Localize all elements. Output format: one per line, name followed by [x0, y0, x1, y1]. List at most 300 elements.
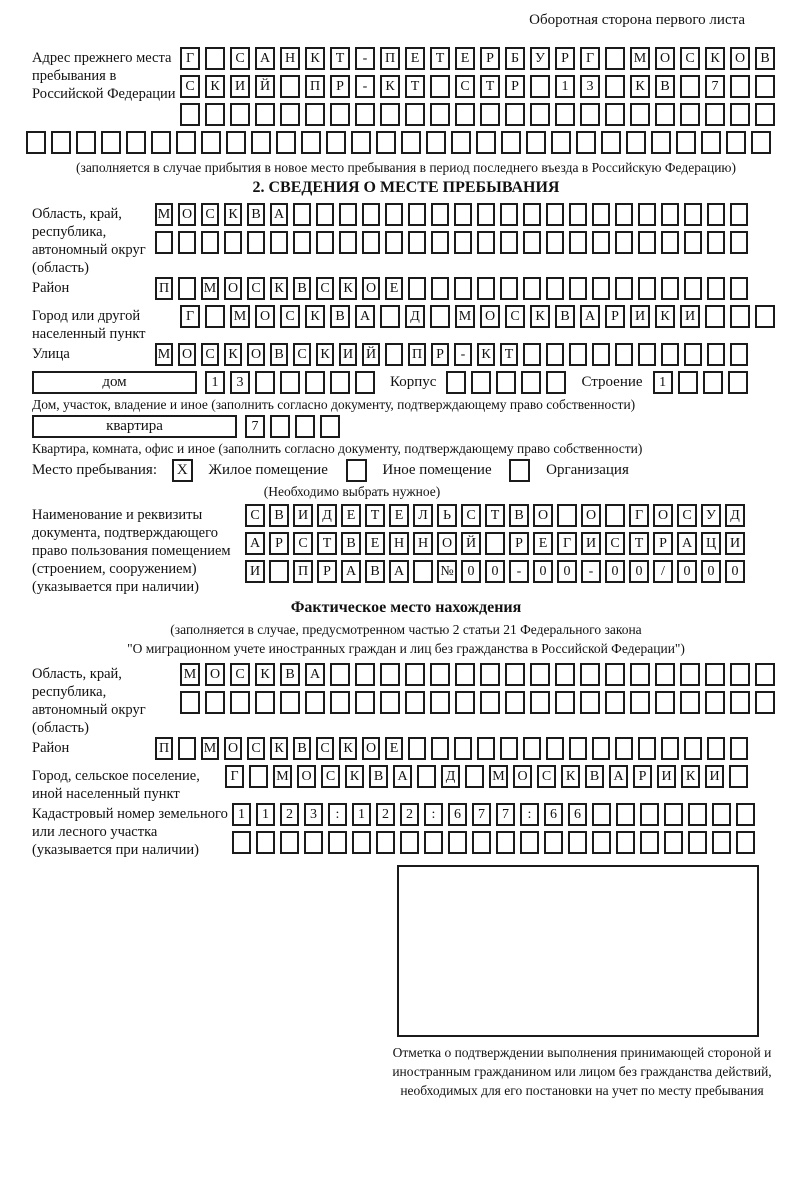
- form-cell[interactable]: [526, 131, 546, 154]
- form-cell[interactable]: [638, 737, 656, 760]
- form-cell[interactable]: [684, 203, 702, 226]
- form-cell[interactable]: С: [321, 765, 340, 788]
- form-cell[interactable]: 0: [461, 560, 481, 583]
- form-cell[interactable]: В: [280, 663, 300, 686]
- form-cell[interactable]: [505, 103, 525, 126]
- form-cell[interactable]: [655, 103, 675, 126]
- form-cell[interactable]: С: [677, 504, 697, 527]
- form-cell[interactable]: [684, 277, 702, 300]
- form-cell[interactable]: О: [247, 343, 265, 366]
- form-cell[interactable]: 3: [230, 371, 250, 394]
- form-cell[interactable]: [355, 663, 375, 686]
- form-cell[interactable]: [661, 737, 679, 760]
- form-cell[interactable]: 0: [605, 560, 625, 583]
- form-cell[interactable]: [605, 47, 625, 70]
- form-cell[interactable]: П: [380, 47, 400, 70]
- form-cell[interactable]: И: [630, 305, 650, 328]
- form-cell[interactable]: И: [705, 765, 724, 788]
- form-cell[interactable]: [426, 131, 446, 154]
- form-cell[interactable]: [180, 103, 200, 126]
- form-cell[interactable]: Д: [725, 504, 745, 527]
- form-cell[interactable]: [530, 103, 550, 126]
- form-cell[interactable]: [496, 371, 516, 394]
- form-cell[interactable]: И: [725, 532, 745, 555]
- form-cell[interactable]: [576, 131, 596, 154]
- form-cell[interactable]: А: [245, 532, 265, 555]
- form-cell[interactable]: [380, 691, 400, 714]
- form-cell[interactable]: И: [339, 343, 357, 366]
- form-cell[interactable]: К: [339, 737, 357, 760]
- form-cell[interactable]: М: [630, 47, 650, 70]
- form-cell[interactable]: Г: [580, 47, 600, 70]
- form-cell[interactable]: В: [369, 765, 388, 788]
- form-cell[interactable]: [755, 691, 775, 714]
- form-cell[interactable]: Т: [405, 75, 425, 98]
- form-cell[interactable]: [664, 831, 683, 854]
- form-cell[interactable]: [454, 203, 472, 226]
- form-cell[interactable]: А: [255, 47, 275, 70]
- form-cell[interactable]: 7: [496, 803, 515, 826]
- form-cell[interactable]: [688, 803, 707, 826]
- form-cell[interactable]: [546, 343, 564, 366]
- form-cell[interactable]: М: [155, 343, 173, 366]
- form-cell[interactable]: [424, 831, 443, 854]
- form-cell[interactable]: А: [355, 305, 375, 328]
- form-cell[interactable]: [76, 131, 96, 154]
- form-cell[interactable]: Е: [385, 737, 403, 760]
- form-cell[interactable]: [580, 663, 600, 686]
- residential-checkbox[interactable]: X: [172, 459, 193, 482]
- form-cell[interactable]: М: [180, 663, 200, 686]
- form-cell[interactable]: Г: [557, 532, 577, 555]
- form-cell[interactable]: [661, 203, 679, 226]
- form-cell[interactable]: [530, 75, 550, 98]
- form-cell[interactable]: К: [477, 343, 495, 366]
- form-cell[interactable]: 7: [245, 415, 265, 438]
- form-cell[interactable]: 7: [472, 803, 491, 826]
- form-cell[interactable]: [661, 277, 679, 300]
- form-cell[interactable]: [355, 103, 375, 126]
- form-cell[interactable]: Л: [413, 504, 433, 527]
- form-cell[interactable]: [270, 231, 288, 254]
- form-cell[interactable]: [546, 231, 564, 254]
- form-cell[interactable]: [523, 277, 541, 300]
- form-cell[interactable]: В: [293, 277, 311, 300]
- form-cell[interactable]: [465, 765, 484, 788]
- form-cell[interactable]: [664, 803, 683, 826]
- form-cell[interactable]: О: [362, 737, 380, 760]
- form-cell[interactable]: [408, 737, 426, 760]
- form-cell[interactable]: 0: [557, 560, 577, 583]
- form-cell[interactable]: К: [339, 277, 357, 300]
- form-cell[interactable]: [330, 103, 350, 126]
- form-cell[interactable]: С: [247, 277, 265, 300]
- form-cell[interactable]: [224, 231, 242, 254]
- form-cell[interactable]: [592, 343, 610, 366]
- form-cell[interactable]: [51, 131, 71, 154]
- form-cell[interactable]: [326, 131, 346, 154]
- form-cell[interactable]: [523, 343, 541, 366]
- form-cell[interactable]: И: [245, 560, 265, 583]
- form-cell[interactable]: [615, 737, 633, 760]
- form-cell[interactable]: 0: [677, 560, 697, 583]
- form-cell[interactable]: В: [247, 203, 265, 226]
- form-cell[interactable]: [501, 131, 521, 154]
- form-cell[interactable]: 1: [555, 75, 575, 98]
- form-cell[interactable]: О: [362, 277, 380, 300]
- form-cell[interactable]: К: [224, 203, 242, 226]
- form-cell[interactable]: [328, 831, 347, 854]
- form-cell[interactable]: Р: [269, 532, 289, 555]
- form-cell[interactable]: [605, 75, 625, 98]
- form-cell[interactable]: [232, 831, 251, 854]
- form-cell[interactable]: К: [345, 765, 364, 788]
- form-cell[interactable]: [707, 737, 725, 760]
- form-cell[interactable]: [477, 277, 495, 300]
- form-cell[interactable]: [280, 371, 300, 394]
- form-cell[interactable]: [316, 203, 334, 226]
- form-cell[interactable]: 1: [653, 371, 673, 394]
- form-cell[interactable]: [408, 277, 426, 300]
- form-cell[interactable]: Й: [362, 343, 380, 366]
- form-cell[interactable]: Н: [280, 47, 300, 70]
- form-cell[interactable]: [505, 663, 525, 686]
- form-cell[interactable]: Д: [441, 765, 460, 788]
- form-cell[interactable]: [684, 343, 702, 366]
- form-cell[interactable]: [523, 231, 541, 254]
- form-cell[interactable]: [126, 131, 146, 154]
- other-premises-checkbox[interactable]: [346, 459, 367, 482]
- form-cell[interactable]: [555, 691, 575, 714]
- form-cell[interactable]: [615, 203, 633, 226]
- form-cell[interactable]: Т: [317, 532, 337, 555]
- form-cell[interactable]: 2: [280, 803, 299, 826]
- form-cell[interactable]: П: [155, 737, 173, 760]
- form-cell[interactable]: [601, 131, 621, 154]
- form-cell[interactable]: М: [489, 765, 508, 788]
- form-cell[interactable]: А: [677, 532, 697, 555]
- form-cell[interactable]: [626, 131, 646, 154]
- form-cell[interactable]: С: [316, 277, 334, 300]
- form-cell[interactable]: [655, 663, 675, 686]
- form-cell[interactable]: [431, 737, 449, 760]
- form-cell[interactable]: [455, 691, 475, 714]
- form-cell[interactable]: С: [680, 47, 700, 70]
- form-cell[interactable]: [592, 203, 610, 226]
- form-cell[interactable]: [205, 103, 225, 126]
- form-cell[interactable]: [546, 371, 566, 394]
- form-cell[interactable]: -: [509, 560, 529, 583]
- form-cell[interactable]: Ь: [437, 504, 457, 527]
- form-cell[interactable]: [730, 305, 750, 328]
- form-cell[interactable]: [500, 203, 518, 226]
- form-cell[interactable]: И: [230, 75, 250, 98]
- form-cell[interactable]: [661, 343, 679, 366]
- form-cell[interactable]: [249, 765, 268, 788]
- form-cell[interactable]: 0: [629, 560, 649, 583]
- form-cell[interactable]: С: [505, 305, 525, 328]
- form-cell[interactable]: [362, 203, 380, 226]
- form-cell[interactable]: :: [328, 803, 347, 826]
- form-cell[interactable]: [280, 831, 299, 854]
- form-cell[interactable]: Т: [629, 532, 649, 555]
- form-cell[interactable]: [351, 131, 371, 154]
- form-cell[interactable]: Е: [405, 47, 425, 70]
- form-cell[interactable]: [476, 131, 496, 154]
- form-cell[interactable]: Р: [431, 343, 449, 366]
- form-cell[interactable]: [330, 371, 350, 394]
- form-cell[interactable]: Р: [317, 560, 337, 583]
- form-cell[interactable]: [430, 103, 450, 126]
- form-cell[interactable]: [178, 277, 196, 300]
- form-cell[interactable]: :: [424, 803, 443, 826]
- form-cell[interactable]: К: [255, 663, 275, 686]
- form-cell[interactable]: Г: [180, 305, 200, 328]
- form-cell[interactable]: К: [270, 277, 288, 300]
- form-cell[interactable]: К: [561, 765, 580, 788]
- form-cell[interactable]: П: [155, 277, 173, 300]
- form-cell[interactable]: [151, 131, 171, 154]
- form-cell[interactable]: 6: [448, 803, 467, 826]
- form-cell[interactable]: [477, 203, 495, 226]
- form-cell[interactable]: [380, 305, 400, 328]
- form-cell[interactable]: В: [509, 504, 529, 527]
- form-cell[interactable]: Р: [653, 532, 673, 555]
- form-cell[interactable]: [520, 831, 539, 854]
- form-cell[interactable]: 6: [568, 803, 587, 826]
- form-cell[interactable]: В: [555, 305, 575, 328]
- form-cell[interactable]: С: [230, 663, 250, 686]
- form-cell[interactable]: [451, 131, 471, 154]
- form-cell[interactable]: С: [455, 75, 475, 98]
- form-cell[interactable]: О: [437, 532, 457, 555]
- form-cell[interactable]: [155, 231, 173, 254]
- form-cell[interactable]: -: [581, 560, 601, 583]
- form-cell[interactable]: О: [581, 504, 601, 527]
- form-cell[interactable]: [280, 75, 300, 98]
- form-cell[interactable]: [678, 371, 698, 394]
- form-cell[interactable]: [205, 305, 225, 328]
- form-cell[interactable]: Р: [633, 765, 652, 788]
- form-cell[interactable]: [728, 371, 748, 394]
- form-cell[interactable]: [703, 371, 723, 394]
- form-cell[interactable]: 0: [485, 560, 505, 583]
- form-cell[interactable]: О: [205, 663, 225, 686]
- form-cell[interactable]: [736, 803, 755, 826]
- form-cell[interactable]: [480, 103, 500, 126]
- form-cell[interactable]: [568, 831, 587, 854]
- form-cell[interactable]: Е: [389, 504, 409, 527]
- form-cell[interactable]: К: [705, 47, 725, 70]
- form-cell[interactable]: [605, 663, 625, 686]
- form-cell[interactable]: Т: [485, 504, 505, 527]
- form-cell[interactable]: [295, 415, 315, 438]
- form-cell[interactable]: [305, 103, 325, 126]
- form-cell[interactable]: [480, 691, 500, 714]
- form-cell[interactable]: [330, 663, 350, 686]
- form-cell[interactable]: 2: [376, 803, 395, 826]
- form-cell[interactable]: О: [655, 47, 675, 70]
- form-cell[interactable]: [280, 103, 300, 126]
- form-cell[interactable]: [417, 765, 436, 788]
- form-cell[interactable]: [592, 277, 610, 300]
- form-cell[interactable]: [569, 737, 587, 760]
- form-cell[interactable]: [638, 231, 656, 254]
- form-cell[interactable]: И: [680, 305, 700, 328]
- form-cell[interactable]: [376, 131, 396, 154]
- form-cell[interactable]: -: [454, 343, 472, 366]
- form-cell[interactable]: Р: [605, 305, 625, 328]
- form-cell[interactable]: [276, 131, 296, 154]
- form-cell[interactable]: [530, 691, 550, 714]
- form-cell[interactable]: [477, 737, 495, 760]
- form-cell[interactable]: [705, 691, 725, 714]
- form-cell[interactable]: [376, 831, 395, 854]
- form-cell[interactable]: [730, 277, 748, 300]
- form-cell[interactable]: С: [247, 737, 265, 760]
- form-cell[interactable]: [705, 305, 725, 328]
- form-cell[interactable]: [455, 103, 475, 126]
- form-cell[interactable]: [651, 131, 671, 154]
- form-cell[interactable]: М: [455, 305, 475, 328]
- form-cell[interactable]: [638, 277, 656, 300]
- form-cell[interactable]: [730, 691, 750, 714]
- form-cell[interactable]: [454, 277, 472, 300]
- form-cell[interactable]: [592, 831, 611, 854]
- form-cell[interactable]: 0: [533, 560, 553, 583]
- form-cell[interactable]: У: [701, 504, 721, 527]
- form-cell[interactable]: [496, 831, 515, 854]
- form-cell[interactable]: [544, 831, 563, 854]
- form-cell[interactable]: [615, 343, 633, 366]
- form-cell[interactable]: [730, 231, 748, 254]
- form-cell[interactable]: [400, 831, 419, 854]
- form-cell[interactable]: [180, 691, 200, 714]
- form-cell[interactable]: Н: [389, 532, 409, 555]
- form-cell[interactable]: [330, 691, 350, 714]
- form-cell[interactable]: [688, 831, 707, 854]
- form-cell[interactable]: Е: [341, 504, 361, 527]
- form-cell[interactable]: Б: [505, 47, 525, 70]
- form-cell[interactable]: [730, 75, 750, 98]
- form-cell[interactable]: Е: [533, 532, 553, 555]
- form-cell[interactable]: В: [655, 75, 675, 98]
- form-cell[interactable]: Д: [317, 504, 337, 527]
- form-cell[interactable]: В: [269, 504, 289, 527]
- form-cell[interactable]: [408, 203, 426, 226]
- form-cell[interactable]: 3: [580, 75, 600, 98]
- form-cell[interactable]: Р: [330, 75, 350, 98]
- form-cell[interactable]: [201, 231, 219, 254]
- form-cell[interactable]: К: [630, 75, 650, 98]
- form-cell[interactable]: К: [305, 305, 325, 328]
- form-cell[interactable]: К: [305, 47, 325, 70]
- form-cell[interactable]: [755, 663, 775, 686]
- form-cell[interactable]: [405, 691, 425, 714]
- form-cell[interactable]: [730, 663, 750, 686]
- form-cell[interactable]: [339, 203, 357, 226]
- form-cell[interactable]: [205, 47, 225, 70]
- form-cell[interactable]: [521, 371, 541, 394]
- form-cell[interactable]: 2: [400, 803, 419, 826]
- form-cell[interactable]: [655, 691, 675, 714]
- form-cell[interactable]: П: [293, 560, 313, 583]
- form-cell[interactable]: 1: [352, 803, 371, 826]
- form-cell[interactable]: О: [653, 504, 673, 527]
- form-cell[interactable]: И: [657, 765, 676, 788]
- form-cell[interactable]: [592, 231, 610, 254]
- form-cell[interactable]: П: [305, 75, 325, 98]
- form-cell[interactable]: [592, 737, 610, 760]
- form-cell[interactable]: М: [155, 203, 173, 226]
- form-cell[interactable]: [705, 103, 725, 126]
- form-cell[interactable]: С: [537, 765, 556, 788]
- form-cell[interactable]: С: [293, 532, 313, 555]
- form-cell[interactable]: [454, 737, 472, 760]
- form-cell[interactable]: [178, 231, 196, 254]
- form-cell[interactable]: [605, 504, 625, 527]
- form-cell[interactable]: [251, 131, 271, 154]
- form-cell[interactable]: 0: [725, 560, 745, 583]
- form-cell[interactable]: [755, 75, 775, 98]
- form-cell[interactable]: В: [755, 47, 775, 70]
- form-cell[interactable]: [730, 203, 748, 226]
- form-cell[interactable]: П: [408, 343, 426, 366]
- form-cell[interactable]: О: [255, 305, 275, 328]
- form-cell[interactable]: [448, 831, 467, 854]
- form-cell[interactable]: В: [270, 343, 288, 366]
- form-cell[interactable]: О: [178, 343, 196, 366]
- form-cell[interactable]: [446, 371, 466, 394]
- form-cell[interactable]: И: [293, 504, 313, 527]
- form-cell[interactable]: [705, 663, 725, 686]
- form-cell[interactable]: К: [380, 75, 400, 98]
- form-cell[interactable]: [707, 231, 725, 254]
- form-cell[interactable]: [305, 691, 325, 714]
- form-cell[interactable]: Г: [225, 765, 244, 788]
- form-cell[interactable]: [226, 131, 246, 154]
- form-cell[interactable]: С: [293, 343, 311, 366]
- form-cell[interactable]: У: [530, 47, 550, 70]
- form-cell[interactable]: С: [245, 504, 265, 527]
- form-cell[interactable]: М: [273, 765, 292, 788]
- form-cell[interactable]: С: [201, 343, 219, 366]
- form-cell[interactable]: [355, 371, 375, 394]
- form-cell[interactable]: С: [201, 203, 219, 226]
- form-cell[interactable]: С: [280, 305, 300, 328]
- form-cell[interactable]: С: [180, 75, 200, 98]
- form-cell[interactable]: [616, 831, 635, 854]
- form-cell[interactable]: [707, 277, 725, 300]
- form-cell[interactable]: [500, 231, 518, 254]
- form-cell[interactable]: [592, 803, 611, 826]
- form-cell[interactable]: [569, 277, 587, 300]
- form-cell[interactable]: [485, 532, 505, 555]
- form-cell[interactable]: [293, 231, 311, 254]
- form-cell[interactable]: [630, 103, 650, 126]
- form-cell[interactable]: [247, 231, 265, 254]
- form-cell[interactable]: [301, 131, 321, 154]
- form-cell[interactable]: [616, 803, 635, 826]
- form-cell[interactable]: К: [681, 765, 700, 788]
- form-cell[interactable]: [729, 765, 748, 788]
- form-cell[interactable]: С: [605, 532, 625, 555]
- form-cell[interactable]: [320, 415, 340, 438]
- form-cell[interactable]: О: [297, 765, 316, 788]
- form-cell[interactable]: [405, 663, 425, 686]
- form-cell[interactable]: [630, 691, 650, 714]
- form-cell[interactable]: Е: [385, 277, 403, 300]
